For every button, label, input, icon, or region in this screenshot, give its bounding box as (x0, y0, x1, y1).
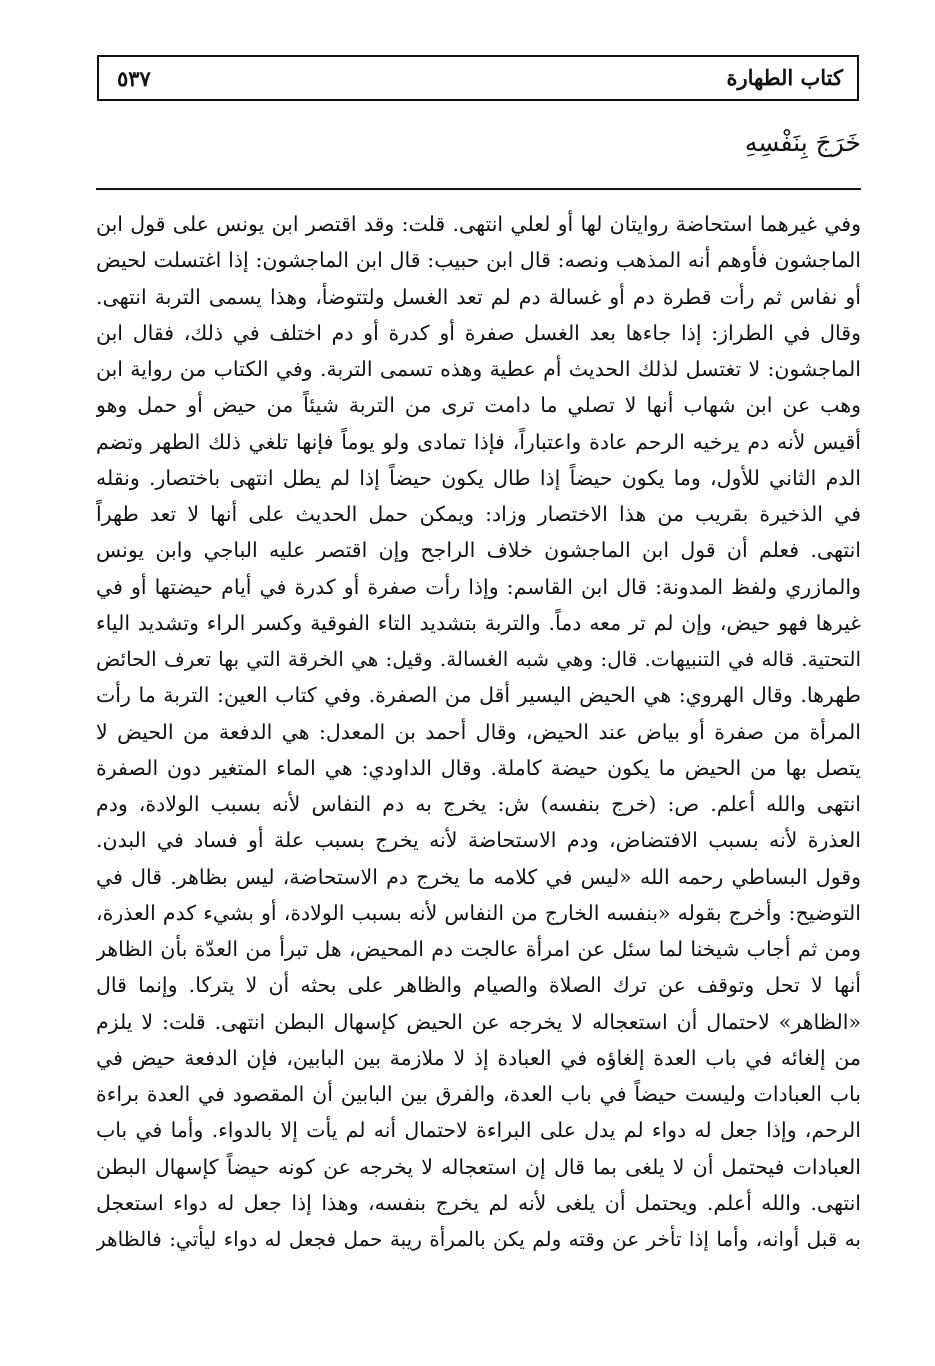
text-line: والمازري ولفظ المدونة: قال ابن القاسم: وإذا رأت صفرة أو كدرة في أيام حيضتها أو في (96, 574, 861, 599)
text-line: طهرها. وقال الهروي: هي الحيض اليسير أقل من الصفرة. وفي كتاب العين: التربة ما رأت (96, 683, 861, 708)
separator-rule (96, 188, 861, 190)
text-line: وقال في الطراز: إذا جاءها بعد الغسل صفرة أو كدرة أو دم اختلف في ذلك، فقال ابن (96, 320, 861, 345)
text-line: العبادات فيحتمل أن لا يلغى بما قال إن استعجاله لا يخرجه عن كونه حيضاً كإسهال البطن (96, 1154, 861, 1179)
text-line: أقيس لأنه دم يرخيه الرحم عادة واعتباراً، فإذا تمادى ولو يوماً فإنها تلغي ذلك الطهر وتضم (96, 429, 861, 454)
text-line: انتهى. والله أعلم. ويحتمل أن يلغى لأنه لم يخرج بنفسه، وهذا إذا جعل له دواء استعجل (96, 1190, 861, 1215)
text-line: انتهى والله أعلم. ص: (خرج بنفسه) ش: يخرج به دم النفاس لأنه بسبب الولادة، ودم (96, 792, 861, 816)
text-line: أنها لا تحل وتوقف عن ترك الصلاة والصيام والظاهر على بحثه أن لا يتركا. وإنما قال (96, 973, 861, 998)
text-line: وقول البساطي رحمه الله «ليس في كلامه ما يخرج دم الاستحاضة، ليس بظاهر. قال في (96, 864, 861, 889)
text-line: في الذخيرة بقريب من هذا الاختصار وزاد: ويمكن حمل الحديث على أنها لا تعد طهراً (96, 502, 861, 526)
text-line: المرأة من صفرة أو بياض عند الحيض، وقال أحمد بن المعدل: هي الدفعة من الحيض لا (96, 719, 861, 744)
matn-text: خَرَجَ بِنَفْسِهِ (744, 128, 861, 157)
text-line: به قبل أوانه، وأما إذا تأخر عن وقته ولم يكن بالمرأة ريبة حمل فجعل له دواء ليأتي: فالظاهر (96, 1227, 861, 1251)
text-line: وهب عن ابن شهاب أنها لا تصلي ما دامت ترى من التربة شيئاً من حيض أو حمل وهو (96, 393, 861, 418)
text-line: التوضيح: وأخرج بقوله «بنفسه الخارج من النفاس لأنه بسبب الولادة، أو بشيء كدم العذرة، (96, 900, 861, 925)
text-line: الماجشون فأوهم أنه المذهب ونصه: قال ابن حبيب: قال ابن الماجشون: إذا اغتسلت لحيض (96, 248, 861, 273)
text-line: وفي غيرهما استحاضة روايتان لها أو لعلي انتهى. قلت: وقد اقتصر ابن يونس على قول ابن (96, 212, 861, 236)
commentary-body (96, 206, 861, 1296)
text-line: «الظاهر» لاحتمال أن استعجاله لا يخرجه عن الحيض كإسهال البطن انتهى. قلت: لا يلزم (96, 1009, 861, 1034)
text-line: من إلغائه في باب العدة إلغاؤه في العبادة إذ لا ملازمة بين البابين، فإن الدفعة حيض في (96, 1045, 861, 1070)
text-line: غيرها فهو حيض، وإن لم تر معه دماً. والتربة بتشديد التاء الفوقية وكسر الراء وتشديد الياء (96, 610, 861, 635)
text-line: باب العبادات وليست حيضاً في باب العدة، والفرق بين البابين أن المقصود في العدة براءة (96, 1082, 861, 1106)
running-header (97, 55, 859, 101)
text-line: يتصل بها من الحيض ما يكون حيضة كاملة. وقال الداودي: هي الماء المتغير دون الصفرة (96, 755, 861, 780)
page-number: ٥٣٧ (117, 66, 151, 91)
text-line: التحتية. قاله في التنبيهات. قال: وهي شبه الغسالة. وقيل: هي الخرقة التي بها تعرف الحائض (96, 647, 861, 671)
text-line: العذرة لأنه بسبب الافتضاض، ودم الاستحاضة لأنه يخرج بسبب علة أو فساد في البدن. (96, 828, 861, 853)
book-title: كتاب الطهارة (726, 65, 843, 90)
text-line: انتهى. فعلم أن قول ابن الماجشون خلاف الراجح وإن اقتصر عليه الباجي وابن يونس (96, 538, 861, 563)
text-line: ومن ثم أجاب شيخنا لما سئل عن امرأة عالجت دم المحيض، هل تبرأ من العدّة بأن الظاهر (96, 937, 861, 961)
text-line: الرحم، وإذا جعل له دواء لم يدل على البراءة لاحتمال أنه لم يأت إلا بالدواء. وأما في باب (96, 1118, 861, 1143)
text-line: الدم الثاني للأول، وما يكون حيضاً إذا طال يكون حيضاً إذا لم يطل انتهى باختصار. ونقله (96, 465, 861, 490)
text-line: الماجشون: لا تغتسل لذلك الحديث أم عطية وهذه تسمى التربة. وفي الكتاب من رواية ابن (96, 357, 861, 381)
text-line: أو نفاس ثم رأت قطرة دم أو غسالة دم لم تعد الغسل ولتتوضأ، وهذا يسمى التربة انتهى. (96, 284, 861, 309)
